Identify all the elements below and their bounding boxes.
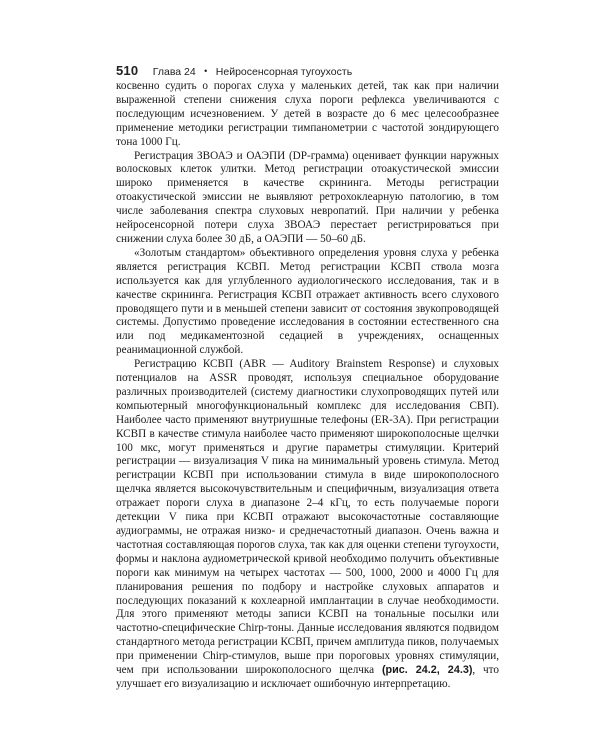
body-text: [116, 80, 499, 692]
header-bullet: •: [204, 66, 208, 76]
chapter-title: Нейросенсорная тугоухость: [215, 66, 353, 78]
paragraph-otoacoustic-emission: Регистрация ЗВОАЭ и ОАЭПИ (DP-грамма) оценивает функции наружных волосковых клеток улитки. Метод регистрации отоакустической эмиссии широко применяется в качестве скрининга. Методы регистрации отоакустической эмиссии не выявляют ретрохоклеарную патологию, в том числе заболевания спектра слуховых невропатий. При наличии у ребенка нейросенсорной потери слуха ЗВОАЭ перестает регистрироваться при снижении слуха более 30 дБ, а ОАЭПИ — 50–60 дБ.: [116, 149, 499, 245]
page-number: 510: [116, 63, 139, 78]
paragraph-abr-text-start: Регистрацию КСВП (ABR — Auditory Brainstem Response) и слуховых потенциалов на ASSR проводят, используя специальное оборудование различных производителей (систему диагностики слухопроводящих путей или компьютерный многофункциональный комплекс для исследования СВП). Наиболее часто применяют внутриушные телефоны (ER-3A). При регистрации КСВП в качестве стимула наиболее часто применяют широкополосные щелчки 100 мкс, могут применяться и другие параметры стимуляции. Критерий регистрации — визуализация V пика на минимальный уровень стимула. Метод регистрации КСВП при использовании стимула в виде широкополосного щелчка является высокочувствительным и специфичным, визуализация ответа отражает пороги слуха в диапазоне 2–4 кГц, то есть получаемые пороги детекции V пика при КСВП отражают высокочастотные составляющие аудиограммы, не отражая низко- и среднечастотный диапазон. Очень важна и частотная составляющая порогов слуха, так как для оценки степени тугоухости, формы и наклона аудиометрической кривой необходимо получить объективные пороги как минимум на четырех частотах — 500, 1000, 2000 и 4000 Гц для планирования решения по подбору и настройке слуховых аппаратов и последующих показаний к кохлеарной имплантации в случае необходимости. Для этого применяют методы записи КСВП на тональные посылки или частотно-специфические Chirp-тоны. Данные исследования являются подвидом стандартного метода регистрации КСВП, причем амплитуда пиков, получаемых при применении Chirp-стимулов, выше при пороговых уровнях стимуляции, чем при использовании широкополосного щелчка: [116, 358, 499, 677]
paragraph-abr-registration: [116, 358, 499, 692]
chapter-label: Глава 24: [152, 66, 196, 78]
paragraph-abr-text-end: , что улучшает его визуализацию и исключает ошибочную интерпретацию.: [116, 664, 499, 690]
figure-reference[interactable]: (рис. 24.2, 24.3): [381, 664, 473, 677]
paragraph-gold-standard: «Золотым стандартом» объективного определения уровня слуха у ребенка является регистрация КСВП. Метод регистрации КСВП ствола мозга используется как для углубленного аудиологического исследования, так и в качестве скрининга. Регистрация КСВП отражает активность всего слухового проводящего пути и в меньшей степени зависит от состояния звукопроводящей системы. Допустимо проведение исследования в состоянии естественного сна или под медикаментозной седацией в учреждениях, оснащенных реанимационной службой.: [116, 246, 499, 357]
paragraph-continued: косвенно судить о порогах слуха у маленьких детей, так как при наличии выраженной степени снижения слуха пороги рефлекса увеличиваются с последующим исчезновением. У детей в возрасте до 6 мес целесообразнее применение методики регистрации тимпанометрии с частотой зондирующего тона 1000 Гц.: [116, 80, 499, 148]
